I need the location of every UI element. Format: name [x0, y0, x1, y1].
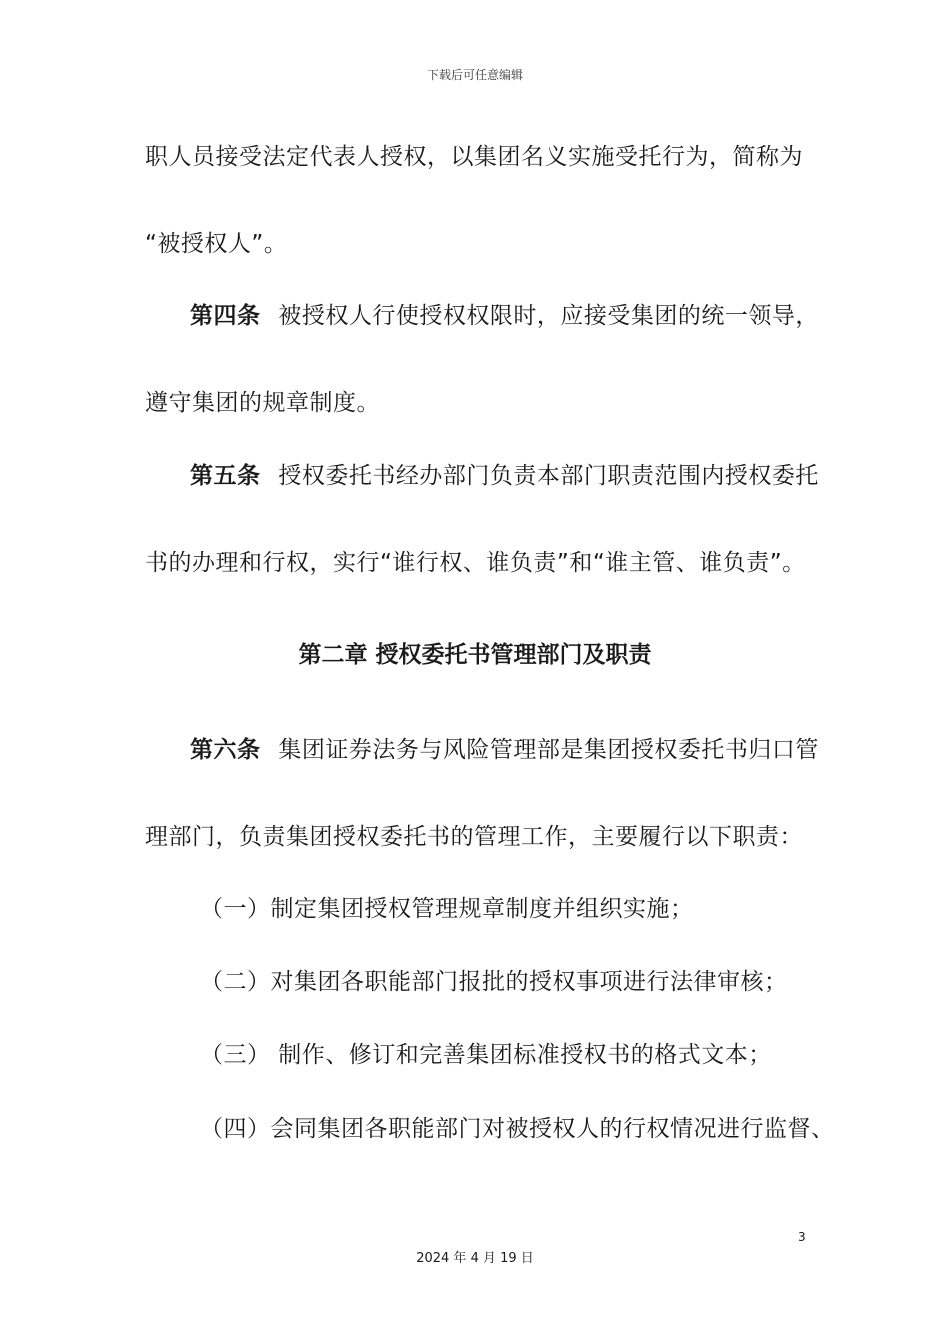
list-item: （三） 制作、修订和完善集团标准授权书的格式文本；	[200, 1042, 772, 1068]
article-5-label: 第五条	[190, 463, 261, 489]
article-4-label: 第四条	[190, 303, 261, 329]
page-header-note: 下载后可任意编辑	[426, 68, 523, 82]
paragraph-line: 书的办理和行权，实行“谁行权、谁负责”和“谁主管、谁负责”。	[145, 550, 806, 576]
article-6-label: 第六条	[190, 737, 261, 763]
paragraph-line: 理部门，负责集团授权委托书的管理工作，主要履行以下职责：	[145, 824, 803, 850]
list-item: （四）会同集团各职能部门对被授权人的行权情况进行监督、	[200, 1116, 835, 1142]
footer-date: 2024 年 4 月 19 日	[416, 1251, 534, 1266]
paragraph-line: 职人员接受法定代表人授权，以集团名义实施受托行为，简称为	[145, 144, 803, 170]
article-4-text: 被授权人行使授权权限时，应接受集团的统一领导，	[278, 303, 819, 329]
page-number: 3	[798, 1230, 806, 1244]
list-item: （二）对集团各职能部门报批的授权事项进行法律审核；	[200, 969, 788, 995]
article-5	[190, 457, 819, 490]
chapter-heading: 第二章 授权委托书管理部门及职责	[298, 642, 652, 668]
article-6-text: 集团证券法务与风险管理部是集团授权委托书归口管	[278, 737, 819, 763]
article-4	[190, 297, 819, 330]
paragraph-line: 遵守集团的规章制度。	[145, 390, 380, 416]
list-item: （一）制定集团授权管理规章制度并组织实施；	[200, 896, 694, 922]
article-6	[190, 731, 819, 764]
article-5-text: 授权委托书经办部门负责本部门职责范围内授权委托	[278, 463, 819, 489]
paragraph-line: “被授权人”。	[145, 231, 288, 257]
